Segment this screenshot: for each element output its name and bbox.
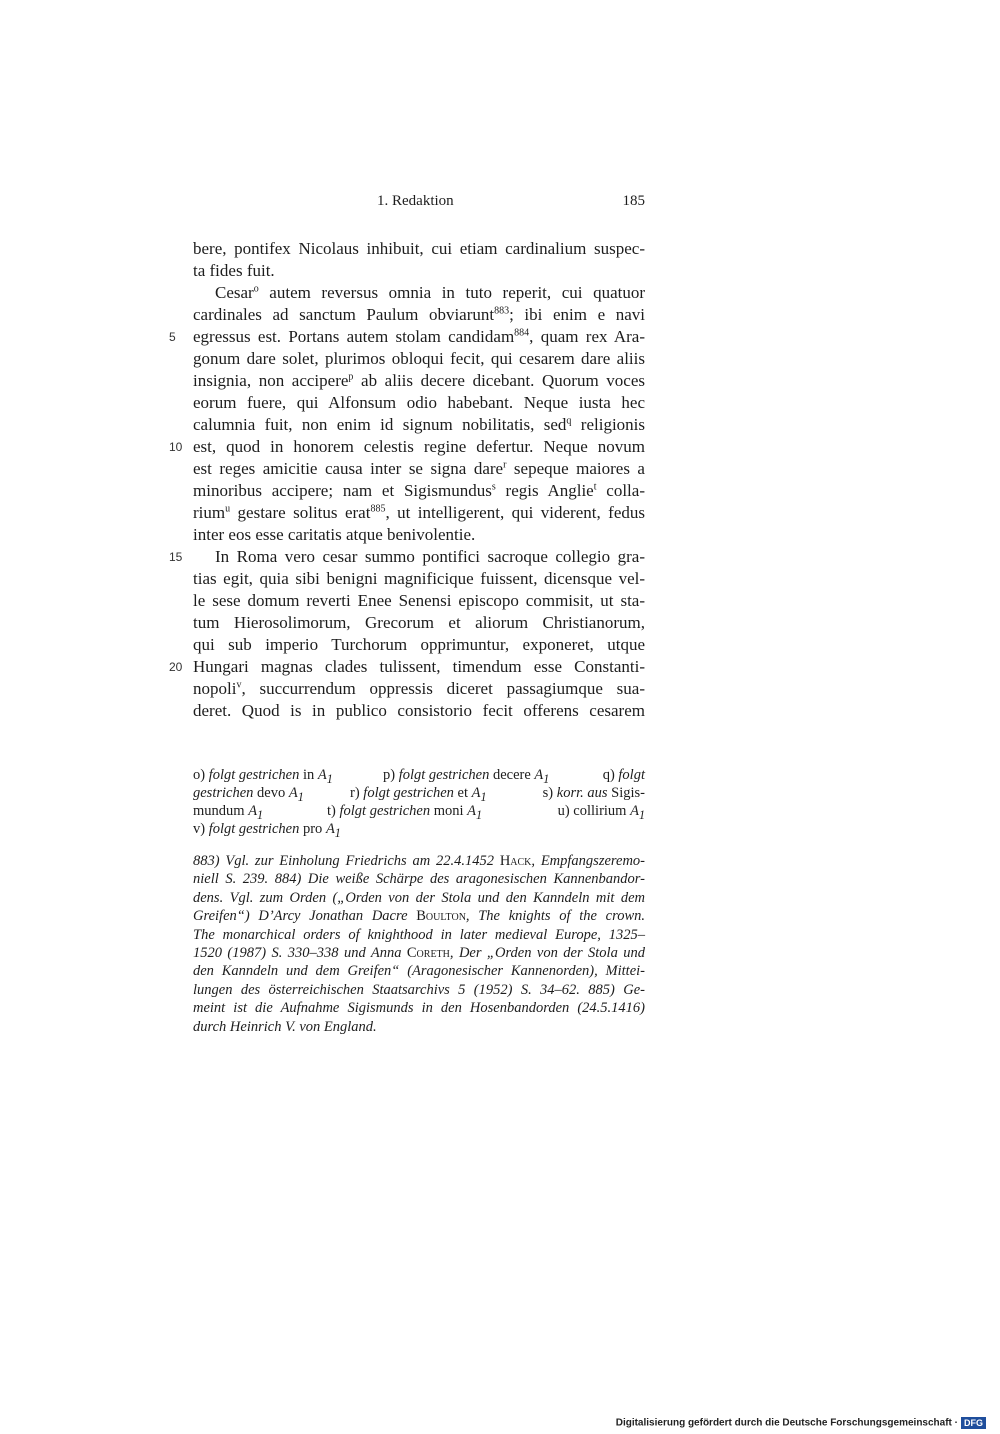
running-header — [193, 193, 645, 215]
text-line: nopoli$^v$, succurrendum oppressis diceret passagiumque sua- — [193, 679, 645, 698]
apparatus-line — [193, 784, 645, 802]
text-line: tias egit, quia sibi benigni magnificique fuissent, dicensque vel- — [193, 569, 645, 588]
footnote-ref: 885 — [370, 503, 386, 515]
text-line: tum Hierosolimorum, Grecorum et aliorum Christianorum, — [193, 613, 645, 632]
main-text — [169, 238, 646, 722]
text-line: bere, pontifex Nicolaus inhibuit, cui etiam cardinalium suspec- — [193, 239, 645, 258]
text-line: 5 egressus est. Portans autem stolam candidam$^{884}$, quam rex Ara- — [169, 327, 645, 346]
line-number: 15 — [169, 550, 183, 564]
apparatus-entry-r: r) folgt gestrichen et $A_1$ — [350, 785, 487, 804]
text-line: inter eos esse caritatis atque benivolentie. — [193, 525, 476, 544]
footnote-mark: o — [253, 283, 259, 295]
line-number: 20 — [169, 660, 183, 674]
text-line: eorum fuere, qui Alfonsum odio habebant. Neque iusta hec — [193, 393, 645, 412]
footnote-line: dens. Vgl. zum Orden („Orden von der Stola und den Kanndeln mit dem — [193, 889, 645, 906]
apparatus-entry-s: s) korr. aus Sigis- — [542, 785, 645, 801]
footnote-mark: u — [225, 503, 231, 515]
text-line: gonum dare solet, plurimos obloqui fecit, qui cesarem dare aliis — [193, 349, 645, 368]
line-number: 10 — [169, 440, 183, 454]
footnote-mark: p — [348, 371, 354, 383]
footnote-mark: t — [593, 481, 597, 493]
apparatus-line — [193, 766, 645, 784]
apparatus-entry-o: o) folgt gestrichen in $A_1$ — [193, 767, 333, 786]
critical-apparatus — [193, 766, 645, 838]
text-line: 20 Hungari magnas clades tulissent, timendum esse Constanti- — [169, 657, 645, 676]
footnote-line: lungen des österreichischen Staatsarchivs 5 (1952) S. 34–62. 885) Ge- — [193, 981, 645, 998]
apparatus-entry-q: q) folgt — [602, 767, 645, 783]
apparatus-entry-u: u) collirium $A_1$ — [557, 803, 645, 822]
footnote-mark: v — [236, 679, 242, 691]
footnote-line: Greifen“) D’Arcy Jonathan Dacre Boulton, The knights of the crown. — [193, 908, 645, 925]
apparatus-entry-t: t) folgt gestrichen moni $A_1$ — [327, 803, 483, 822]
footnote-line: durch Heinrich V. von England. — [193, 1018, 377, 1035]
apparatus-entry-s-cont: mundum $A_1$ — [193, 803, 264, 822]
dfg-logo: DFG — [961, 1417, 986, 1429]
apparatus-line — [193, 802, 645, 820]
text-line: 15 In Roma vero cesar summo pontifici sacroque collegio gra- — [169, 547, 645, 566]
footnote-mark: s — [491, 481, 496, 493]
footnote-ref: 884 — [514, 327, 530, 339]
text-line: est reges amicitie causa inter se signa dare$^r$ sepeque maiores a — [193, 459, 645, 478]
text-line: Cesar$^o$ autem reversus omnia in tuto reperit, cui quatuor — [215, 283, 645, 302]
text-line: cardinales ad sanctum Paulum obviarunt$^{883}$; ibi enim e navi — [193, 305, 645, 324]
footnote-mark: q — [566, 415, 572, 427]
footnote-line: The monarchical orders of knighthood in later medieval Europe, 1325– — [193, 926, 645, 943]
footnote-line: den Kanndeln und dem Greifen“ (Aragonesischer Kannenorden), Mittei- — [193, 963, 645, 980]
text-line: rium$^u$ gestare solitus erat$^{885}$, ut intelligerent, qui viderent, fedus — [193, 503, 646, 522]
text-line: insignia, non accipere$^p$ ab aliis decere dicebant. Quorum voces — [193, 371, 645, 390]
apparatus-entry-v: v) folgt gestrichen pro $A_1$ — [193, 821, 341, 840]
apparatus-entry-q-cont: gestrichen devo $A_1$ — [193, 785, 304, 804]
footnote-ref: 883 — [494, 305, 510, 317]
footnotes — [193, 852, 645, 1036]
apparatus-line — [193, 820, 645, 838]
text-line: deret. Quod is in publico consistorio fecit offerens cesarem — [193, 701, 645, 720]
text-line: ta fides fuit. — [193, 261, 275, 280]
footnote-line: meint ist die Aufnahme Sigismunds in den Hosenbandorden (24.5.1416) — [193, 1000, 645, 1017]
footnote-mark: r — [503, 459, 507, 471]
funding-footer — [616, 1417, 986, 1429]
apparatus-entry-p: p) folgt gestrichen decere $A_1$ — [383, 767, 550, 786]
text-line: minoribus accipere; nam et Sigismundus$^s$ regis Anglie$^t$ colla- — [193, 481, 645, 500]
footnote-line: 1520 (1987) S. 330–338 und Anna Coreth, Der „Orden von der Stola und — [193, 944, 645, 961]
section-title: 1. Redaktion — [377, 193, 454, 209]
footer-text: Digitalisierung gefördert durch die Deutsche Forschungsgemeinschaft · — [615, 1417, 958, 1429]
text-line: calumnia fuit, non enim id signum nobilitatis, sed$^q$ religionis — [193, 415, 646, 434]
footnote-line: 883) Vgl. zur Einholung Friedrichs am 22.4.1452 Hack, Empfangszeremo- — [193, 853, 645, 869]
text-line: 10 est, quod in honorem celestis regine defertur. Neque novum — [169, 437, 645, 456]
page-number: 185 — [622, 193, 645, 209]
line-number: 5 — [169, 330, 176, 344]
text-line: le sese domum reverti Enee Senensi episcopo commisit, ut sta- — [193, 591, 645, 610]
footnote-line: niell S. 239. 884) Die weiße Schärpe des aragonesischen Kannenbandor- — [193, 871, 645, 888]
text-line: qui sub imperio Turchorum opprimuntur, exponeret, utque — [193, 635, 645, 654]
